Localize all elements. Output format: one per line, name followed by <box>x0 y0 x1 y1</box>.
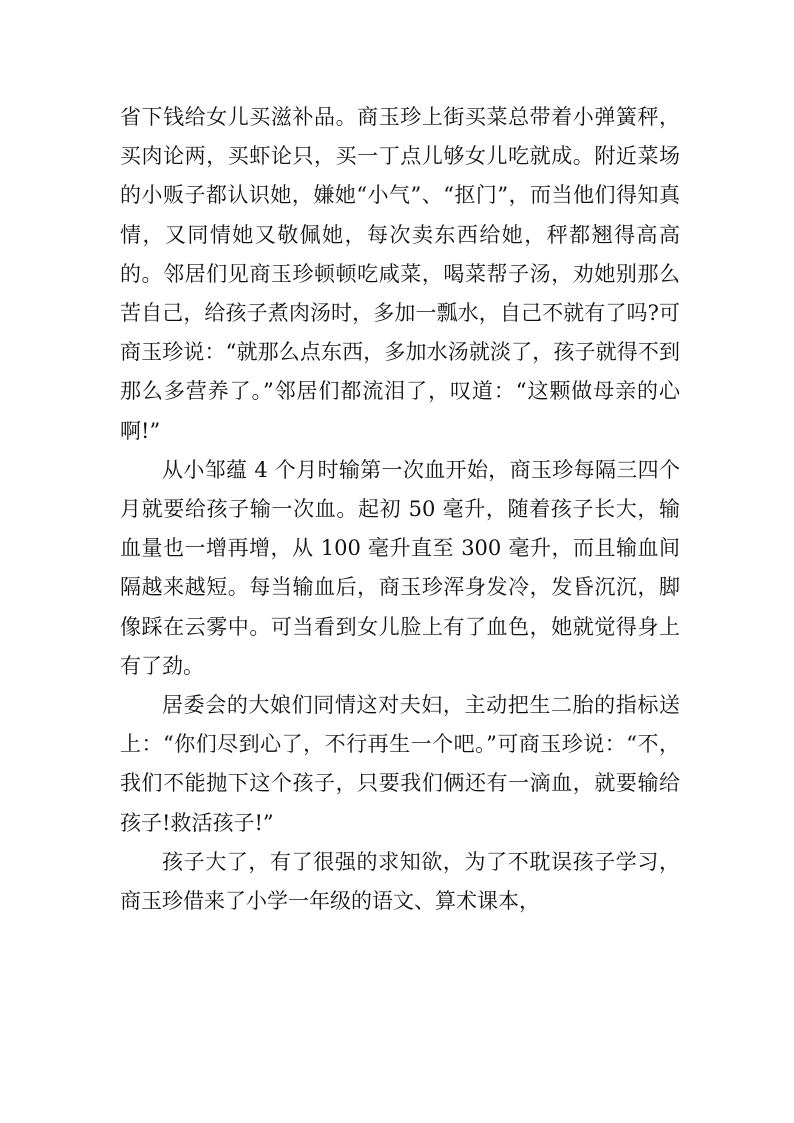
paragraph-3: 居委会的大娘们同情这对夫妇，主动把生二胎的指标送上：“你们尽到心了，不行再生一个吧。”可商玉珍说：“不，我们不能抛下这个孩子，只要我们俩还有一滴血，就要输给孩子!救活孩子!” <box>120 693 680 835</box>
paragraph-2: 从小邹蕴 4 个月时输第一次血开始，商玉珍每隔三四个月就要给孩子输一次血。起初 50 毫升，随着孩子长大，输血量也一增再增，从 100 毫升直至 300 毫升，而且输血间隔越来越短。每当输血后，商玉珍浑身发冷，发昏沉沉，脚像踩在云雾中。可当看到女儿脸上有了血色，她就觉得身上有了劲。 <box>120 457 680 678</box>
paragraph-4: 孩子大了，有了很强的求知欲，为了不耽误孩子学习，商玉珍借来了小学一年级的语文、算术课本， <box>120 849 680 914</box>
document-body <box>120 98 680 921</box>
paragraph-1: 省下钱给女儿买滋补品。商玉珍上街买菜总带着小弹簧秤，买肉论两，买虾论只，买一丁点儿够女儿吃就成。附近菜场的小贩子都认识她，嫌她“小气”、“抠门”，而当他们得知真情，又同情她又敬佩她，每次卖东西给她，秤都翘得高高的。邻居们见商玉珍顿顿吃咸菜，喝菜帮子汤，劝她别那么苦自己，给孩子煮肉汤时，多加一瓢水，自己不就有了吗?可商玉珍说：“就那么点东西，多加水汤就淡了，孩子就得不到那么多营养了。”邻居们都流泪了，叹道：“这颗做母亲的心啊!” <box>120 105 680 443</box>
